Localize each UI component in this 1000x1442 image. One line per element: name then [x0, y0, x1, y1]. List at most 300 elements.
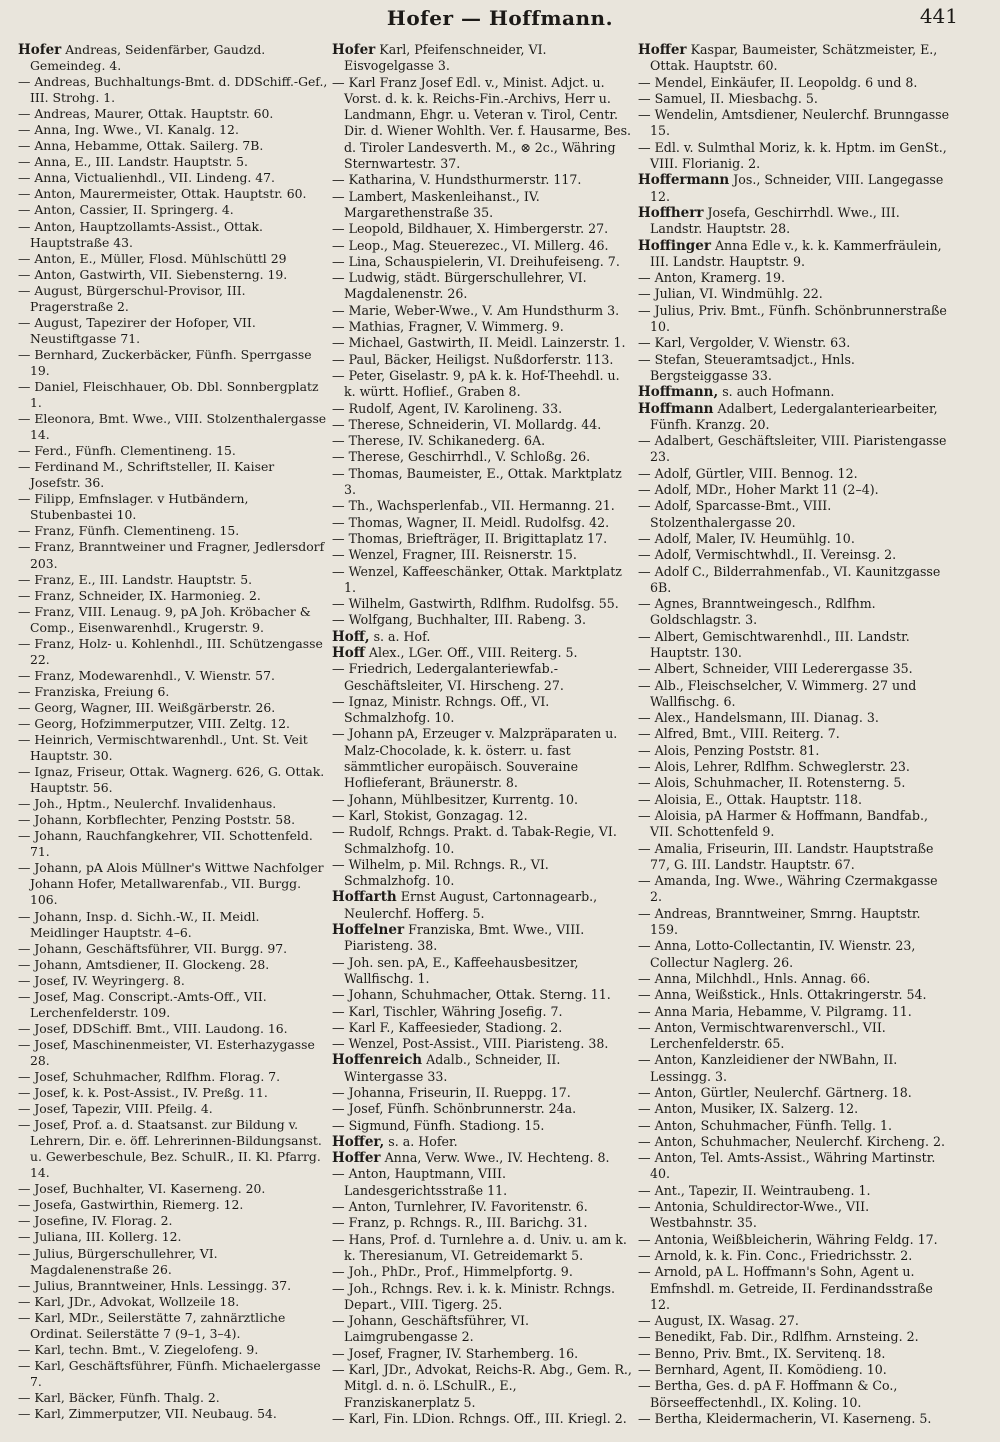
entry	[332, 1036, 632, 1052]
entry	[18, 668, 328, 684]
entry-text: — Paul, Bäcker, Heiligst. Nußdorferstr. 113.	[332, 351, 614, 367]
entry	[638, 775, 952, 791]
entry-text: — Karl, Vergolder, V. Wienstr. 63.	[638, 335, 851, 351]
entry-heading	[332, 645, 632, 661]
entry-text: — Lambert, Maskenleihanst., IV. Margarethenstraße 35.	[332, 188, 540, 220]
entry	[638, 971, 952, 987]
entry	[638, 1085, 952, 1101]
entry-text: — Johanna, Friseurin, II. Rueppg. 17.	[332, 1085, 571, 1100]
entry	[638, 107, 952, 140]
entry-text: — Anton, Gürtler, Neulerchf. Gärtnerg. 18.	[638, 1085, 912, 1100]
entry-text: — Josef, IV. Weyringerg. 8.	[18, 972, 185, 988]
entry	[18, 1342, 328, 1358]
entry-text: — Josef, Tapezir, VIII. Pfeilg. 4.	[18, 1101, 213, 1117]
entry	[18, 764, 328, 796]
entry	[638, 726, 952, 742]
entry-text: Adalb., Schneider, II. Wintergasse 33.	[344, 1052, 561, 1084]
entry	[638, 1248, 952, 1264]
entry	[638, 661, 952, 677]
entry	[638, 1232, 952, 1248]
entry	[18, 1406, 328, 1422]
entry-text: — Adolf, Sparcasse-Bmt., VIII. Stolzenthalergasse 20.	[638, 498, 832, 530]
entry	[638, 1199, 952, 1232]
entry	[18, 957, 328, 973]
entry	[18, 828, 328, 860]
entry	[18, 539, 328, 571]
entry-text: — Johann, Korbflechter, Penzing Poststr. 58.	[18, 812, 296, 828]
entry	[332, 319, 632, 335]
entry-text: — Hans, Prof. d. Turnlehre a. d. Univ. u. am k. k. Theresianum, VI. Getreidemarkt 5.	[332, 1231, 627, 1263]
entry-text: — Wenzel, Post-Assist., VIII. Piaristeng. 38.	[332, 1036, 609, 1052]
entry	[18, 523, 328, 539]
entry	[638, 140, 952, 173]
entry-text: — Leopold, Bildhauer, X. Himbergerstr. 27.	[332, 221, 609, 237]
entry-text: — Franz, Fünfh. Clementineng. 15.	[18, 523, 240, 539]
entry-text: — Juliana, III. Kollerg. 12.	[18, 1229, 182, 1245]
entry	[638, 596, 952, 629]
entry-text: — Mendel, Einkäufer, II. Leopoldg. 6 und 8.	[638, 74, 918, 90]
entry-text: — Joh., Rchngs. Rev. i. k. k. Ministr. Rchngs. Depart., VIII. Tigerg. 25.	[332, 1280, 616, 1312]
entry	[638, 564, 952, 597]
entry-text: — Franz, p. Rchngs. R., III. Barichg. 31.	[332, 1215, 588, 1231]
entry	[638, 498, 952, 531]
entry	[332, 987, 632, 1003]
entry	[638, 433, 952, 466]
entry	[18, 1069, 328, 1085]
entry-surname: Hoff,	[332, 628, 370, 645]
entry	[18, 122, 328, 138]
entry-text: — Anna, E., III. Landstr. Hauptstr. 5.	[18, 154, 248, 170]
entry-text: — Josef, DDSchiff. Bmt., VIII. Laudong. 16.	[18, 1020, 288, 1036]
entry-text: — Arnold, pA L. Hoffmann's Sohn, Agent u. Emfnshdl. m. Getreide, II. Ferdinandsstraße 12.	[638, 1264, 933, 1312]
entry	[332, 792, 632, 808]
entry	[638, 91, 952, 107]
entry-text: — Eleonora, Bmt. Wwe., VIII. Stolzenthalergasse 14.	[18, 411, 327, 443]
entry-surname: Hoffer	[332, 1150, 381, 1167]
entry-text: — Andreas, Branntweiner, Smrng. Hauptstr. 159.	[638, 905, 921, 938]
entry	[18, 1358, 328, 1390]
entry-text: — Filipp, Emfnslager. v Hutbändern, Stubenbastei 10.	[18, 491, 249, 523]
entry-surname: Hoffer	[638, 42, 687, 58]
entry	[18, 732, 328, 764]
entry-surname: Hoffarth	[332, 889, 397, 906]
entry	[18, 1390, 328, 1406]
entry	[18, 1294, 328, 1310]
entry-text: — Ignaz, Friseur, Ottak. Wagnerg. 626, G. Ottak. Hauptstr. 56.	[18, 764, 325, 796]
entry	[332, 498, 632, 514]
entry-text: — Franz, Schneider, IX. Harmonieg. 2.	[18, 587, 261, 603]
entry-heading	[332, 922, 632, 955]
entry-text: — Andreas, Maurer, Ottak. Hauptstr. 60.	[18, 106, 274, 122]
entry-text: — Anton, Maurermeister, Ottak. Hauptstr. 60.	[18, 186, 307, 202]
entry	[18, 1246, 328, 1278]
entry	[332, 694, 632, 727]
entry-text: — Josefa, Gastwirthin, Riemerg. 12.	[18, 1197, 244, 1213]
column-right	[638, 42, 952, 1434]
entry	[638, 1378, 952, 1411]
entry-text: — August, IX. Wasag. 27.	[638, 1313, 799, 1329]
entry-text: — Anna, Lotto-Collectantin, IV. Wienstr. 23, Collectur Naglerg. 26.	[638, 938, 916, 970]
entry	[638, 1411, 952, 1427]
entry	[638, 531, 952, 547]
entry	[638, 987, 952, 1003]
entry-text: — Albert, Schneider, VIII Lederergasse 35.	[638, 661, 913, 677]
entry-text: — Edl. v. Sulmthal Moriz, k. k. Hptm. im GenSt., VIII. Florianig. 2.	[638, 139, 947, 172]
entry-text: Josefa, Geschirrhdl. Wwe., III. Landstr. Hauptstr. 28.	[650, 204, 900, 237]
entry	[332, 1281, 632, 1314]
entry-surname: Hoffmann	[638, 400, 714, 417]
entry-text: — Anton, Schuhmacher, Fünfh. Tellg. 1.	[638, 1117, 893, 1133]
entry	[638, 1150, 952, 1183]
column-left	[18, 42, 328, 1434]
entry-text: — Andreas, Buchhaltungs-Bmt. d. DDSchiff.-Gef., III. Strohg. 1.	[18, 74, 328, 106]
entry-text: Andreas, Seidenfärber, Gaudzd. Gemeindeg. 4.	[30, 42, 266, 74]
entry-text: — Adolf, MDr., Hoher Markt 11 (2–4).	[638, 482, 879, 498]
entry-text: — August, Bürgerschul-Provisor, III. Pragerstraße 2.	[18, 282, 246, 314]
entry-text: — Karl, JDr., Advokat, Reichs-R. Abg., Gem. R., Mitgl. d. n. ö. LSchulR., E., Franziskanerplatz 5.	[332, 1362, 632, 1410]
entry-text: — Adalbert, Geschäftsleiter, VIII. Piaristengasse 23.	[638, 433, 947, 465]
entry-text: — Aloisia, E., Ottak. Hauptstr. 118.	[638, 791, 863, 807]
entry-text: s. a. Hof.	[373, 628, 431, 644]
entry-text: — Karl, Tischler, Währing Josefig. 7.	[332, 1003, 563, 1019]
entry	[332, 808, 632, 824]
entry-text: — Aloisia, pA Harmer & Hoffmann, Bandfab., VII. Schottenfeld 9.	[638, 807, 929, 840]
entry-text: — Georg, Wagner, III. Weißgärberstr. 26.	[18, 699, 276, 715]
entry-text: — Benno, Priv. Bmt., IX. Servitenq. 18.	[638, 1345, 886, 1361]
entry	[638, 466, 952, 482]
entry	[18, 860, 328, 908]
entry	[638, 75, 952, 91]
entry	[332, 1118, 632, 1134]
entry-heading	[638, 384, 952, 400]
entry	[18, 973, 328, 989]
entry-text: — Joh., PhDr., Prof., Himmelpfortg. 9.	[332, 1264, 573, 1280]
entry-text: — Anton, Turnlehrer, IV. Favoritenstr. 6.	[332, 1199, 588, 1215]
entry-heading	[332, 1052, 632, 1085]
entry-text: — Alois, Penzing Poststr. 81.	[638, 742, 820, 758]
page-number: 441	[919, 4, 958, 28]
entry	[332, 661, 632, 694]
entry-text: — Arnold, k. k. Fin. Conc., Friedrichsstr. 2.	[638, 1247, 913, 1263]
entry-text: — Ignaz, Ministr. Rchngs. Off., VI. Schmalzhofg. 10.	[332, 693, 550, 726]
entry-surname: Hofer	[332, 42, 376, 58]
entry-text: — Alex., Handelsmann, III. Dianag. 3.	[638, 710, 879, 726]
entry	[18, 572, 328, 588]
entry-text: Franziska, Bmt. Wwe., VIII. Piaristeng. 38.	[344, 922, 585, 954]
entry-surname: Hoffenreich	[332, 1052, 423, 1069]
entry	[638, 792, 952, 808]
entry-text: — Stefan, Steueramtsadjct., Hnls. Bergsteiggasse 33.	[638, 351, 855, 383]
entry-text: — Katharina, V. Hundsthurmerstr. 117.	[332, 172, 582, 188]
entry	[332, 401, 632, 417]
entry	[638, 743, 952, 759]
entry	[18, 74, 328, 106]
entry-text: — Anna, Ing. Wwe., VI. Kanalg. 12.	[18, 122, 239, 138]
entry-text: — Franz, Modewarenhdl., V. Wienstr. 57.	[18, 667, 275, 683]
entry	[18, 636, 328, 668]
entry	[638, 906, 952, 939]
entry-text: — Josef, k. k. Post-Assist., IV. Preßg. 11.	[18, 1085, 268, 1101]
entry-text: Kaspar, Baumeister, Schätzmeister, E., Ottak. Hauptstr. 60.	[650, 42, 938, 74]
entry	[18, 941, 328, 957]
page-title: Hofer — Hoffmann.	[386, 6, 614, 30]
entry-text: — Anton, Schuhmacher, Neulerchf. Kircheng. 2.	[638, 1133, 946, 1149]
entry-text: — Leop., Mag. Steuerezec., VI. Millerg. 46.	[332, 237, 609, 253]
entry	[18, 1213, 328, 1229]
entry	[18, 700, 328, 716]
entry-text: — Johann, Geschäftsführer, VI. Laimgrubengasse 2.	[332, 1313, 529, 1345]
entry-text: — Josef, Fragner, IV. Starhemberg. 16.	[332, 1345, 579, 1361]
entry-text: — Anton, Kanzleidiener der NWBahn, II. Lessingg. 3.	[638, 1052, 898, 1084]
entry-text: — Johann, Mühlbesitzer, Kurrentg. 10.	[332, 791, 579, 807]
entry-text: — Thomas, Briefträger, II. Brigittaplatz 17.	[332, 530, 608, 546]
entry-heading	[332, 1134, 632, 1150]
entry-text: — Wilhelm, p. Mil. Rchngs. R., VI. Schmalzhofg. 10.	[332, 856, 549, 889]
entry	[332, 547, 632, 563]
entry	[332, 221, 632, 237]
entry	[332, 1346, 632, 1362]
entry	[18, 251, 328, 267]
entry	[18, 1101, 328, 1117]
entry-text: — August, Tapezirer der Hofoper, VII. Neustiftgasse 71.	[18, 314, 256, 346]
entry	[18, 202, 328, 218]
entry	[18, 443, 328, 459]
entry-text: — Wendelin, Amtsdiener, Neulerchf. Brunngasse 15.	[638, 107, 950, 139]
entry	[332, 335, 632, 351]
entry	[332, 254, 632, 270]
entry	[18, 154, 328, 170]
entry-text: — Josef, Prof. a. d. Staatsanst. zur Bildung v. Lehrern, Dir. e. öff. Lehrerinnen-Bildungsanst. u. Gewerbeschule, Bez. SchulR., II. Kl. Pfarrg. 14.	[18, 1117, 322, 1181]
entry	[18, 379, 328, 411]
entry-text: — Joh., Hptm., Neulerchf. Invalidenhaus.	[18, 796, 277, 812]
entry	[18, 1197, 328, 1213]
entry-text: — Franz, Holz- u. Kohlenhdl., III. Schützengasse 22.	[18, 635, 323, 667]
entry-text: — Therese, Geschirrhdl., V. Schloßg. 26.	[332, 449, 591, 465]
entry	[638, 678, 952, 711]
entry-text: — Franz, VIII. Lenaug. 9, pA Joh. Kröbacher & Comp., Eisenwarenhdl., Krugerstr. 9.	[18, 603, 311, 635]
entry	[332, 189, 632, 222]
entry-surname: Hoffmann,	[638, 384, 719, 401]
entry	[332, 466, 632, 499]
entry-text: — Antonia, Weißbleicherin, Währing Feldg. 17.	[638, 1231, 938, 1247]
entry-text: — Therese, IV. Schikanederg. 6A.	[332, 433, 546, 449]
entry-text: — Anna Maria, Hebamme, V. Pilgramg. 11.	[638, 1003, 912, 1019]
entry	[18, 315, 328, 347]
entry	[18, 347, 328, 379]
entry-text: — Josef, Fünfh. Schönbrunnerstr. 24a.	[332, 1101, 577, 1117]
entry-text: — Ferd., Fünfh. Clementineng. 15.	[18, 443, 236, 459]
entry-heading	[332, 629, 632, 645]
entry	[18, 491, 328, 523]
entry	[18, 604, 328, 636]
entry-text: — Michael, Gastwirth, II. Meidl. Lainzerstr. 1.	[332, 335, 626, 351]
entry	[332, 612, 632, 628]
entry-surname: Hoffer,	[332, 1133, 385, 1150]
entry	[638, 1183, 952, 1199]
entry-text: — Karl, JDr., Advokat, Wollzeile 18.	[18, 1293, 240, 1309]
entry-text: — Julius, Branntweiner, Hnls. Lessingg. 37.	[18, 1277, 292, 1293]
entry-text: — Julian, VI. Windmühlg. 22.	[638, 286, 823, 302]
entry-text: Karl, Pfeifenschneider, VI. Eisvogelgasse 3.	[344, 42, 547, 74]
entry-heading	[332, 42, 632, 75]
entry-text: — Adolf, Gürtler, VIII. Bennog. 12.	[638, 465, 858, 481]
entry-text: Anna Edle v., k. k. Kammerfräulein, III. Landstr. Hauptstr. 9.	[650, 237, 942, 269]
entry	[638, 1101, 952, 1117]
entry-text: — Bertha, Kleidermacherin, VI. Kaserneng. 5.	[638, 1410, 932, 1426]
entry-text: — Lina, Schauspielerin, VI. Dreihufeiseng. 7.	[332, 253, 620, 269]
entry	[638, 352, 952, 385]
entry-text: — Anton, Musiker, IX. Salzerg. 12.	[638, 1101, 859, 1117]
entry-text: — Karl, Zimmerputzer, VII. Neubaug. 54.	[18, 1405, 277, 1421]
entry-text: — Rudolf, Agent, IV. Karolineng. 33.	[332, 400, 563, 416]
entry	[18, 1117, 328, 1181]
entry	[332, 857, 632, 890]
entry	[638, 286, 952, 302]
entry-text: — Alb., Fleischselcher, V. Wimmerg. 27 und Wallfischg. 6.	[638, 677, 917, 709]
entry-text: — Ludwig, städt. Bürgerschullehrer, VI. Magdalenenstr. 26.	[332, 270, 587, 302]
entry	[638, 808, 952, 841]
entry-text: — Karl F., Kaffeesieder, Stadiong. 2.	[332, 1019, 563, 1035]
entry	[638, 270, 952, 286]
entry-text: — Anton, Vermischtwarenverschl., VII. Lerchenfelderstr. 65.	[638, 1019, 886, 1052]
entry	[18, 909, 328, 941]
entry-text: — Wenzel, Kaffeeschänker, Ottak. Marktplatz 1.	[332, 563, 622, 595]
entry	[638, 303, 952, 336]
entry-surname: Hoffelner	[332, 922, 405, 939]
entry	[638, 873, 952, 906]
entry-text: — Karl, Bäcker, Fünfh. Thalg. 2.	[18, 1389, 220, 1405]
entry	[638, 1346, 952, 1362]
entry	[18, 588, 328, 604]
entry-heading	[638, 238, 952, 271]
entry-text: s. a. Hofer.	[388, 1133, 458, 1149]
entry	[638, 1264, 952, 1313]
entry	[18, 1037, 328, 1069]
entry-text: — Anna, Hebamme, Ottak. Sailerg. 7B.	[18, 138, 264, 154]
entry	[332, 1313, 632, 1346]
entry-text: — Anna, Victualienhdl., VII. Lindeng. 47.	[18, 170, 275, 186]
entry-text: — Johann, Insp. d. Sichh.-W., II. Meidl. Meidlinger Hauptstr. 4–6.	[18, 908, 260, 940]
entry	[18, 267, 328, 283]
entry-text: — Anton, Cassier, II. Springerg. 4.	[18, 202, 234, 218]
entry	[18, 1181, 328, 1197]
entry-surname: Hofer	[18, 42, 62, 58]
entry	[332, 596, 632, 612]
entry	[638, 1118, 952, 1134]
entry	[18, 1229, 328, 1245]
entry	[638, 759, 952, 775]
entry	[332, 433, 632, 449]
entry	[332, 955, 632, 988]
entry-text: — Bernhard, Zuckerbäcker, Fünfh. Sperrgasse 19.	[18, 346, 312, 378]
entry	[18, 796, 328, 812]
entry	[18, 219, 328, 251]
entry-text: — Amalia, Friseurin, III. Landstr. Hauptstraße 77, G. III. Landstr. Hauptstr. 67.	[638, 840, 934, 872]
entry	[18, 170, 328, 186]
entry-text: — Wolfgang, Buchhalter, III. Rabeng. 3.	[332, 612, 586, 628]
entry-text: s. auch Hofmann.	[722, 384, 835, 400]
entry-text: — Franziska, Freiung 6.	[18, 683, 170, 699]
entry-text: — Daniel, Fleischhauer, Ob. Dbl. Sonnbergplatz 1.	[18, 378, 319, 411]
entry	[332, 1166, 632, 1199]
entry-text: — Adolf C., Bilderrahmenfab., VI. Kaunitzgasse 6B.	[638, 563, 941, 595]
entry-text: — Friedrich, Ledergalanteriewfab.-Geschäftsleiter, VI. Hirscheng. 27.	[332, 661, 564, 693]
entry-heading	[18, 42, 328, 74]
entry	[332, 270, 632, 303]
entry-text: Adalbert, Ledergalanteriearbeiter, Fünfh. Kranzg. 20.	[650, 400, 938, 432]
entry-text: — Wilhelm, Gastwirth, Rdlfhm. Rudolfsg. 55.	[332, 596, 619, 612]
entry	[332, 1101, 632, 1117]
entry-surname: Hoffermann	[638, 172, 730, 189]
entry-text: — Anton, Gastwirth, VII. Siebensterng. 19.	[18, 266, 288, 282]
entry	[18, 283, 328, 315]
entry-text: — Anton, Hauptzollamts-Assist., Ottak. Hauptstraße 43.	[18, 218, 263, 250]
entry	[332, 449, 632, 465]
entry-text: — Thomas, Wagner, II. Meidl. Rudolfsg. 42.	[332, 514, 610, 530]
entry	[332, 1199, 632, 1215]
entry-text: — Johann, Rauchfangkehrer, VII. Schottenfeld. 71.	[18, 828, 313, 860]
entry	[18, 138, 328, 154]
entry	[18, 459, 328, 491]
entry-text: — Peter, Giselastr. 9, pA k. k. Hof-Theehdl. u. k. württ. Hoflief., Graben 8.	[332, 367, 620, 400]
entry	[18, 684, 328, 700]
entry-text: — Thomas, Baumeister, E., Ottak. Marktplatz 3.	[332, 465, 622, 498]
entry	[638, 1362, 952, 1378]
entry-text: — Antonia, Schuldirector-Wwe., VII. Westbahnstr. 35.	[638, 1199, 870, 1231]
entry	[332, 238, 632, 254]
entry	[18, 1278, 328, 1294]
entry	[332, 1362, 632, 1411]
entry-text: — Franz, Branntweiner und Fragner, Jedlersdorf 203.	[18, 539, 325, 571]
entry-text: — Karl, MDr., Seilerstätte 7, zahnärztliche Ordinat. Seilerstätte 7 (9–1, 3–4).	[18, 1309, 286, 1341]
entry	[332, 352, 632, 368]
entry-text: — Th., Wachsperlenfab., VII. Hermanng. 21.	[332, 498, 615, 514]
entry-text: — Julius, Bürgerschullehrer, VI. Magdalenenstraße 26.	[18, 1245, 218, 1277]
entry-text: — Bernhard, Agent, II. Komödieng. 10.	[638, 1362, 887, 1378]
entry	[638, 1020, 952, 1053]
entry-text: — Johann pA, Erzeuger v. Malzpräparaten u. Malz-Chocolade, k. k. österr. u. fast sämmtlicher europäisch. Souveraine Hoflieferant, Bräunerstr. 8.	[332, 726, 618, 791]
entry	[638, 629, 952, 662]
entry	[18, 1021, 328, 1037]
entry-heading	[638, 42, 952, 75]
entry-surname: Hoff	[332, 644, 365, 661]
entry-text: — Josef, Mag. Conscript.-Amts-Off., VII. Lerchenfelderstr. 109.	[18, 988, 267, 1020]
entry	[332, 1004, 632, 1020]
entry	[638, 1329, 952, 1345]
entry-text: Jos., Schneider, VIII. Langegasse 12.	[650, 172, 944, 204]
entry	[638, 710, 952, 726]
page-header	[0, 0, 1000, 40]
entry	[18, 411, 328, 443]
entry-heading	[638, 205, 952, 238]
entry-text: — Joh. sen. pA, E., Kaffeehausbesitzer, Wallfischg. 1.	[332, 954, 579, 986]
entry	[638, 1004, 952, 1020]
entry-text: — Anton, Kramerg. 19.	[638, 270, 786, 286]
entry-text: — Karl, Fin. LDion. Rchngs. Off., III. Kriegl. 2.	[332, 1410, 627, 1426]
entry	[638, 547, 952, 563]
entry-text: Ernst August, Cartonnagearb., Neulerchf. Hofferg. 5.	[344, 889, 598, 921]
entry-text: — Josef, Buchhalter, VI. Kaserneng. 20.	[18, 1181, 266, 1197]
entry	[332, 1085, 632, 1101]
column-middle	[332, 42, 632, 1434]
entry	[332, 303, 632, 319]
entry	[332, 726, 632, 791]
entry	[18, 1310, 328, 1342]
entry	[18, 716, 328, 732]
entry	[332, 1232, 632, 1265]
entry	[638, 335, 952, 351]
entry-text: — Mathias, Fragner, V. Wimmerg. 9.	[332, 319, 564, 335]
